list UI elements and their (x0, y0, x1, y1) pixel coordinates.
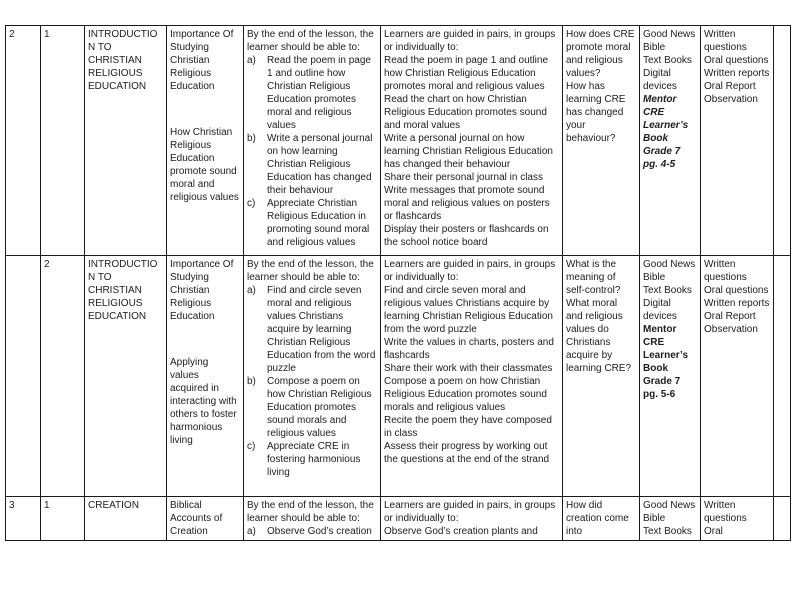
table-row (6, 497, 791, 541)
inquiry-cell (563, 497, 640, 541)
lesson-cell (41, 26, 85, 256)
resources-cell (640, 26, 701, 256)
resources-cell (640, 256, 701, 497)
experience-item: Find and circle seven moral and religious values Christians acquire by learning Christian Religious Education from the word puzzle (384, 285, 553, 335)
substrand-part: Importance Of Studying Christian Religious Education (170, 29, 234, 92)
assessment-item: Written reports (704, 298, 770, 309)
resource-item: Text Books (643, 55, 692, 66)
substrand-cell (167, 26, 244, 256)
remarks-cell (774, 256, 791, 497)
substrand-part: Applying values acquired in interacting with others to foster harmonious living (170, 357, 237, 446)
strand-cell (85, 256, 167, 497)
substrand-part: Importance Of Studying Christian Religious Education (170, 259, 234, 322)
assessment-item: Written questions (704, 259, 747, 283)
outcome-label: a) (247, 285, 256, 296)
lesson-cell (41, 256, 85, 497)
experiences-intro: Learners are guided in pairs, in groups or individually to: (384, 29, 556, 53)
experience-item: Observe God’s creation plants and (384, 526, 538, 537)
assessment-item: Oral questions (704, 285, 769, 296)
outcome-text: Observe God’s creation (267, 526, 372, 537)
week-number: 3 (9, 500, 15, 511)
assessment-item: Written questions (704, 29, 747, 53)
resource-item: Good News Bible (643, 259, 696, 283)
outcome-item (247, 525, 377, 538)
outcomes-cell (244, 26, 381, 256)
assessment-cell (701, 256, 774, 497)
outcomes-cell (244, 497, 381, 541)
outcomes-intro: By the end of the lesson, the learner should be able to: (247, 259, 374, 283)
week-cell (6, 256, 41, 497)
substrand-cell (167, 497, 244, 541)
resource-item-emphasis: Mentor CRE Learner’s Book Grade 7 pg. 4-5 (643, 94, 689, 170)
experiences-cell (381, 256, 563, 497)
outcome-item (247, 284, 377, 375)
assessment-item: Oral Report (704, 311, 756, 322)
inquiry-cell (563, 26, 640, 256)
experience-item: Write the values in charts, posters and flashcards (384, 337, 554, 361)
assessment-cell (701, 26, 774, 256)
experiences-intro: Learners are guided in pairs, in groups or individually to: (384, 259, 556, 283)
strand-title: INTRODUCTION TO CHRISTIAN RELIGIOUS EDUCATION (88, 29, 158, 92)
outcome-item (247, 375, 377, 440)
outcome-label: c) (247, 441, 256, 452)
experience-item: Recite the poem they have composed in class (384, 415, 552, 439)
document-page (5, 25, 791, 541)
substrand-part: How Christian Religious Education promote sound moral and religious values (170, 127, 239, 203)
strand-cell (85, 26, 167, 256)
outcome-label: c) (247, 198, 256, 209)
outcomes-cell (244, 256, 381, 497)
outcome-text: Read the poem in page 1 and outline how Christian Religious Education promotes moral and religious values (267, 55, 371, 131)
experience-item: Write messages that promote sound moral and religious values on posters or flashcards (384, 185, 550, 222)
inquiry-question: How has learning CRE has changed your behaviour? (566, 81, 626, 144)
week-cell (6, 26, 41, 256)
inquiry-cell (563, 256, 640, 497)
outcome-label: a) (247, 55, 256, 66)
resource-item: Good News Bible (643, 29, 696, 53)
resource-item: Text Books (643, 285, 692, 296)
resource-item-emphasis: Mentor CRE Learner’s Book Grade 7 pg. 5-6 (643, 324, 689, 400)
assessment-item: Written reports (704, 68, 770, 79)
week-cell (6, 497, 41, 541)
outcome-text: Appreciate CRE in fostering harmonious living (267, 441, 361, 478)
inquiry-question: What is the meaning of self-control? (566, 259, 621, 296)
resource-item: Text Books (643, 526, 692, 537)
table-row (6, 26, 791, 256)
outcome-text: Find and circle seven moral and religious values Christians acquire by learning Christian Religious Education from the word puzzle (267, 285, 376, 374)
lesson-number: 1 (44, 29, 50, 40)
experience-item: Assess their progress by working out the questions at the end of the strand (384, 441, 550, 465)
experience-item: Compose a poem on how Christian Religious Education promotes sound morals and religious values (384, 376, 547, 413)
resource-item: Good News Bible (643, 500, 696, 524)
resources-cell (640, 497, 701, 541)
resource-item: Digital devices (643, 298, 677, 322)
assessment-item: Observation (704, 324, 758, 335)
substrand-cell (167, 256, 244, 497)
outcome-label: b) (247, 133, 256, 144)
outcome-item (247, 54, 377, 132)
assessment-item: Oral Report (704, 81, 756, 92)
outcome-text: Write a personal journal on how learning Christian Religious Education has changed their behaviour (267, 133, 373, 196)
assessment-item: Oral (704, 526, 723, 537)
table-body (6, 26, 791, 541)
strand-title: CREATION (88, 500, 139, 511)
lesson-number: 2 (44, 259, 50, 270)
experience-item: Read the chart on how Christian Religious Education promotes sound and moral values (384, 94, 547, 131)
inquiry-question: How does CRE promote moral and religious values? (566, 29, 635, 79)
inquiry-question: How did creation come into (566, 500, 629, 537)
remarks-cell (774, 497, 791, 541)
outcome-label: a) (247, 526, 256, 537)
substrand-part: Biblical Accounts of Creation (170, 500, 223, 537)
assessment-item: Observation (704, 94, 758, 105)
remarks-cell (774, 26, 791, 256)
resource-item: Digital devices (643, 68, 677, 92)
outcome-label: b) (247, 376, 256, 387)
lesson-cell (41, 497, 85, 541)
strand-cell (85, 497, 167, 541)
outcomes-intro: By the end of the lesson, the learner should be able to: (247, 29, 374, 53)
outcome-item (247, 197, 377, 249)
experience-item: Write a personal journal on how learning Christian Religious Education has changed their behaviour (384, 133, 553, 170)
table-row (6, 256, 791, 497)
strand-title: INTRODUCTION TO CHRISTIAN RELIGIOUS EDUCATION (88, 259, 158, 322)
experiences-intro: Learners are guided in pairs, in groups or individually to: (384, 500, 556, 524)
experience-item: Read the poem in page 1 and outline how Christian Religious Education promotes moral and religious values (384, 55, 549, 92)
experiences-cell (381, 497, 563, 541)
outcome-text: Appreciate Christian Religious Education in promoting sound moral and religious values (267, 198, 370, 248)
outcome-text: Compose a poem on how Christian Religious Education promotes sound morals and religious values (267, 376, 372, 439)
experience-item: Share their work with their classmates (384, 363, 553, 374)
week-number: 2 (9, 29, 15, 40)
outcome-item (247, 132, 377, 197)
experience-item: Share their personal journal in class (384, 172, 543, 183)
assessment-item: Written questions (704, 500, 747, 524)
scheme-of-work-table (5, 25, 791, 541)
lesson-number: 1 (44, 500, 50, 511)
experiences-cell (381, 26, 563, 256)
experience-item: Display their posters or flashcards on the school notice board (384, 224, 549, 248)
inquiry-question: What moral and religious values do Christians acquire by learning CRE? (566, 298, 632, 374)
assessment-item: Oral questions (704, 55, 769, 66)
outcome-item (247, 440, 377, 479)
outcomes-intro: By the end of the lesson, the learner should be able to: (247, 500, 374, 524)
assessment-cell (701, 497, 774, 541)
